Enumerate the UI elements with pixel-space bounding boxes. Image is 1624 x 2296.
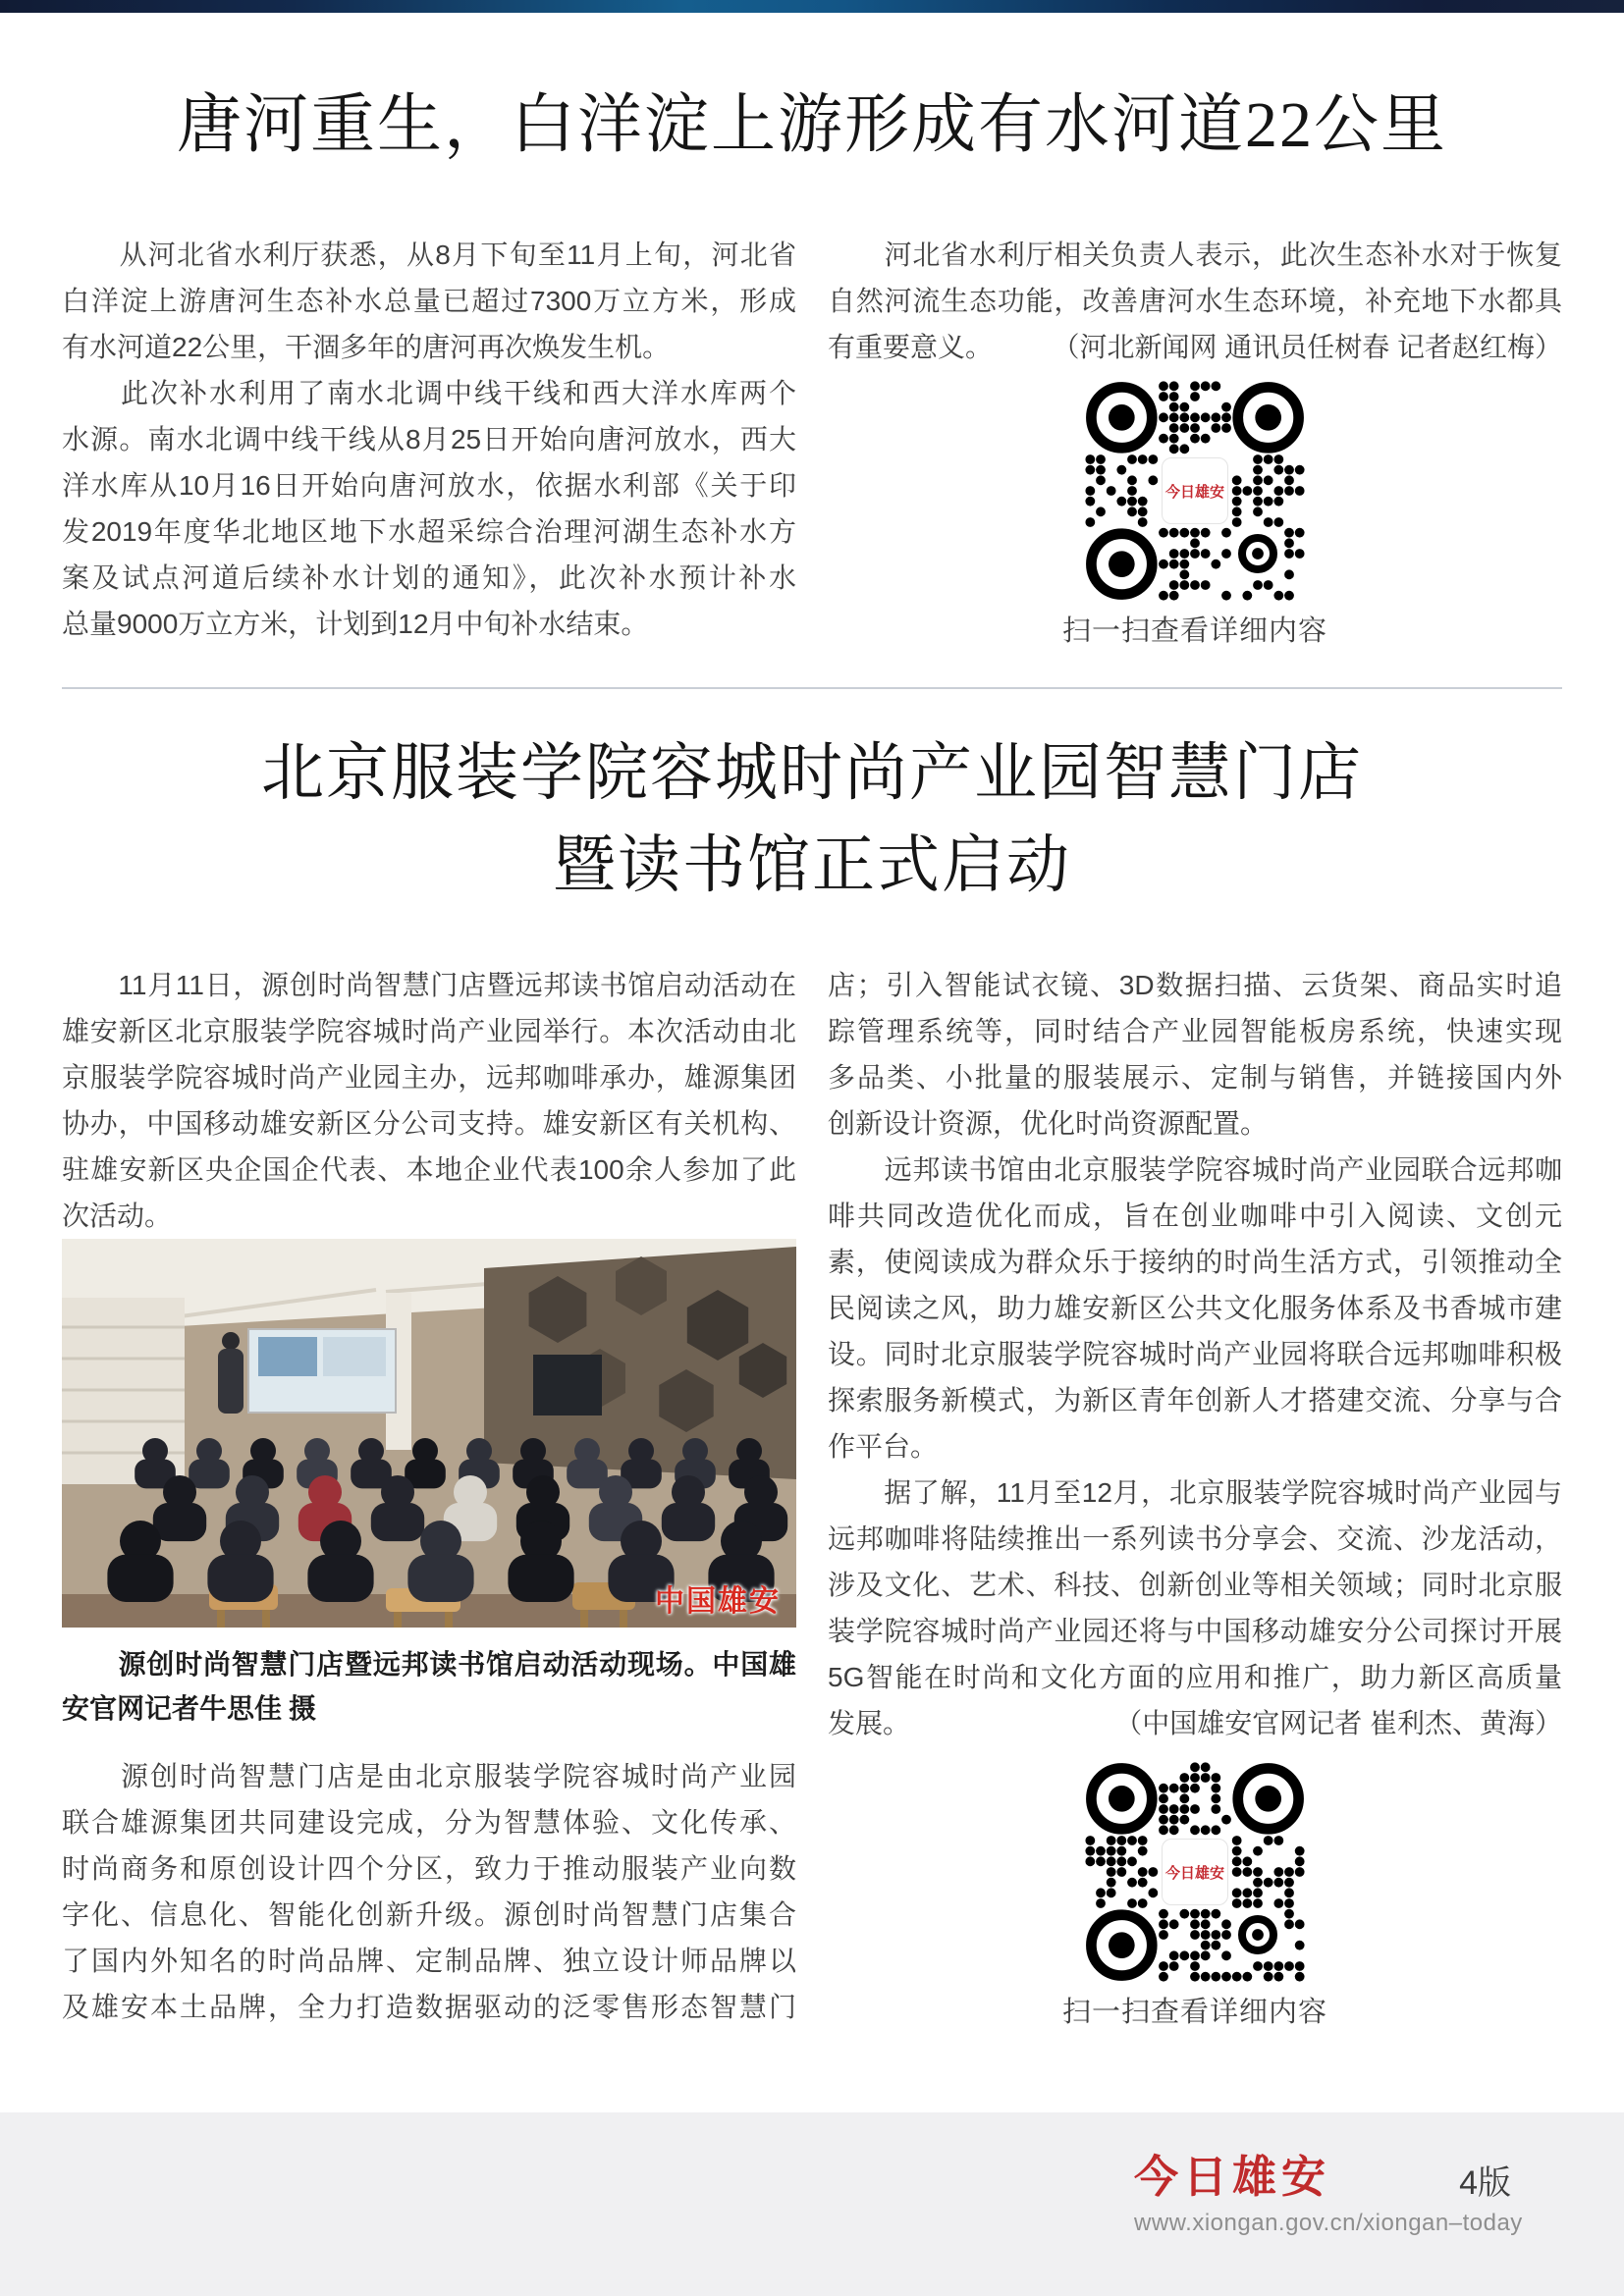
text-line: 据了解，11月至12月，北京服装学院容城时尚产业园与 — [828, 1477, 1562, 1508]
article2-title-line1: 北京服装学院容城时尚产业园智慧门店 — [261, 738, 1363, 808]
text-line: 发2019年度华北地区地下水超采综合治理河湖生态补水方 — [62, 516, 796, 547]
text-line: 及雄安本土品牌，全力打造数据驱动的泛零售形态智慧门 — [62, 1992, 796, 2022]
text-line: 时尚商务和原创设计四个分区，致力于推动服装产业向数 — [62, 1853, 796, 1884]
text-line: 涉及文化、艺术、科技、创新创业等相关领域；同时北京服 — [828, 1570, 1562, 1600]
text-line: 自然河流生态功能，改善唐河水生态环境，补充地下水都具 — [828, 286, 1562, 316]
text-line: 案及试点河道后续补水计划的通知》，此次补水预计补水 — [62, 562, 796, 593]
text-line: 探索服务新模式，为新区青年创新人才搭建交流、分享与合 — [828, 1385, 1562, 1415]
text-line: 联合雄源集团共同建设完成，分为智慧体验、文化传承、 — [62, 1807, 796, 1838]
qr-logo-text: 今日雄安 — [1164, 484, 1224, 501]
footer-url: www.xiongan.gov.cn/xiongan–today — [1134, 2210, 1523, 2236]
text-line: 洋水库从10月16日开始向唐河放水，依据水利部《关于印 — [62, 470, 796, 501]
text-line: 店；引入智能试衣镜、3D数据扫描、云货架、商品实时追 — [828, 970, 1562, 1000]
qr-code — [1085, 381, 1305, 601]
text-line: 从河北省水利厅获悉，从8月下旬至11月上旬，河北省 — [62, 240, 796, 270]
text-line: 踪管理系统等，同时结合产业园智能板房系统，快速实现 — [828, 1016, 1562, 1046]
text-line: 安官网记者牛思佳 摄 — [62, 1694, 317, 1725]
page-number: 4版 — [1459, 2164, 1511, 2202]
text-line: 次活动。 — [62, 1201, 173, 1231]
article1-title: 唐河重生，白洋淀上游形成有水河道22公里 — [177, 89, 1447, 161]
text-line: 此次补水利用了南水北调中线干线和西大洋水库两个 — [62, 378, 796, 408]
article2-qr-block — [828, 1762, 1562, 2030]
qr-center-logo — [1162, 457, 1228, 524]
article1-left-column — [62, 232, 796, 647]
text-line: 总量9000万立方米，计划到12月中旬补水结束。 — [62, 609, 649, 639]
text-line: 源创时尚智慧门店是由北京服装学院容城时尚产业园 — [62, 1761, 796, 1791]
text-line: 源创时尚智慧门店暨远邦读书馆启动活动现场。中国雄 — [62, 1650, 796, 1681]
text-line: 民阅读之风，助力雄安新区公共文化服务体系及书香城市建 — [828, 1293, 1562, 1323]
article2-right-column — [828, 962, 1562, 1746]
article2-left-column — [62, 962, 796, 2030]
text-line: 远邦咖啡将陆续推出一系列读书分享会、交流、沙龙活动， — [828, 1523, 1562, 1554]
article-divider — [62, 687, 1562, 689]
text-line: 啡共同改造优化而成，旨在创业咖啡中引入阅读、文创元 — [828, 1201, 1562, 1231]
article1-qr-block — [828, 381, 1562, 649]
text-line: 发展。 （中国雄安官网记者 崔利杰、黄海） — [828, 1708, 1562, 1738]
text-line: 多品类、小批量的服装展示、定制与销售，并链接国内外 — [828, 1062, 1562, 1093]
qr-code — [1085, 1762, 1305, 1982]
qr-logo-text: 今日雄安 — [1164, 1865, 1224, 1882]
article1-right-column — [828, 232, 1562, 370]
text-line: 作平台。 — [828, 1431, 939, 1462]
text-line: 设。同时北京服装学院容城时尚产业园将联合远邦咖啡积极 — [828, 1339, 1562, 1369]
qr-caption: 扫一扫查看详细内容 — [1061, 1997, 1327, 2028]
text-line: 白洋淀上游唐河生态补水总量已超过7300万立方米，形成 — [62, 286, 796, 316]
article2-para2 — [62, 1753, 796, 2030]
article2-title-line2: 暨读书馆正式启动 — [553, 830, 1071, 900]
event-photo — [62, 1239, 796, 1628]
qr-caption: 扫一扫查看详细内容 — [1061, 615, 1327, 647]
text-line: 素，使阅读成为群众乐于接纳的时尚生活方式，引领推动全 — [828, 1247, 1562, 1277]
photo-caption — [62, 1643, 796, 1732]
footer-box — [1134, 2153, 1523, 2237]
text-line: 驻雄安新区央企国企代表、本地企业代表100余人参加了此 — [62, 1154, 796, 1185]
page-footer — [0, 2112, 1624, 2296]
text-line: 京服装学院容城时尚产业园主办，远邦咖啡承办，雄源集团 — [62, 1062, 796, 1093]
text-line: 远邦读书馆由北京服装学院容城时尚产业园联合远邦咖 — [828, 1154, 1562, 1185]
text-line: 水源。南水北调中线干线从8月25日开始向唐河放水，西大 — [62, 424, 796, 454]
photo-watermark: 中国雄安 — [655, 1585, 781, 1618]
jinri-xiongan-logo: 今日雄安 — [1134, 2153, 1331, 2202]
text-line: 有水河道22公里，干涸多年的唐河再次焕发生机。 — [62, 332, 671, 362]
text-line: 创新设计资源，优化时尚资源配置。 — [828, 1108, 1269, 1139]
text-line: 河北省水利厅相关负责人表示，此次生态补水对于恢复 — [828, 240, 1562, 270]
text-line: 字化、信息化、智能化创新升级。源创时尚智慧门店集合 — [62, 1899, 796, 1930]
qr-center-logo — [1162, 1839, 1228, 1905]
text-line: 装学院容城时尚产业园还将与中国移动雄安分公司探讨开展 — [828, 1616, 1562, 1646]
text-line: 有重要意义。 （河北新闻网 通讯员任树春 记者赵红梅） — [828, 332, 1562, 362]
text-line: 了国内外知名的时尚品牌、定制品牌、独立设计师品牌以 — [62, 1946, 796, 1976]
article2-para1 — [62, 962, 796, 1239]
text-line: 雄安新区北京服装学院容城时尚产业园举行。本次活动由北 — [62, 1016, 796, 1046]
text-line: 协办，中国移动雄安新区分公司支持。雄安新区有关机构、 — [62, 1108, 796, 1139]
event-photo-illustration — [62, 1239, 796, 1628]
text-line: 5G智能在时尚和文化方面的应用和推广，助力新区高质量 — [828, 1662, 1562, 1692]
top-accent-bar — [0, 0, 1624, 13]
text-line: 11月11日，源创时尚智慧门店暨远邦读书馆启动活动在 — [62, 970, 796, 1000]
